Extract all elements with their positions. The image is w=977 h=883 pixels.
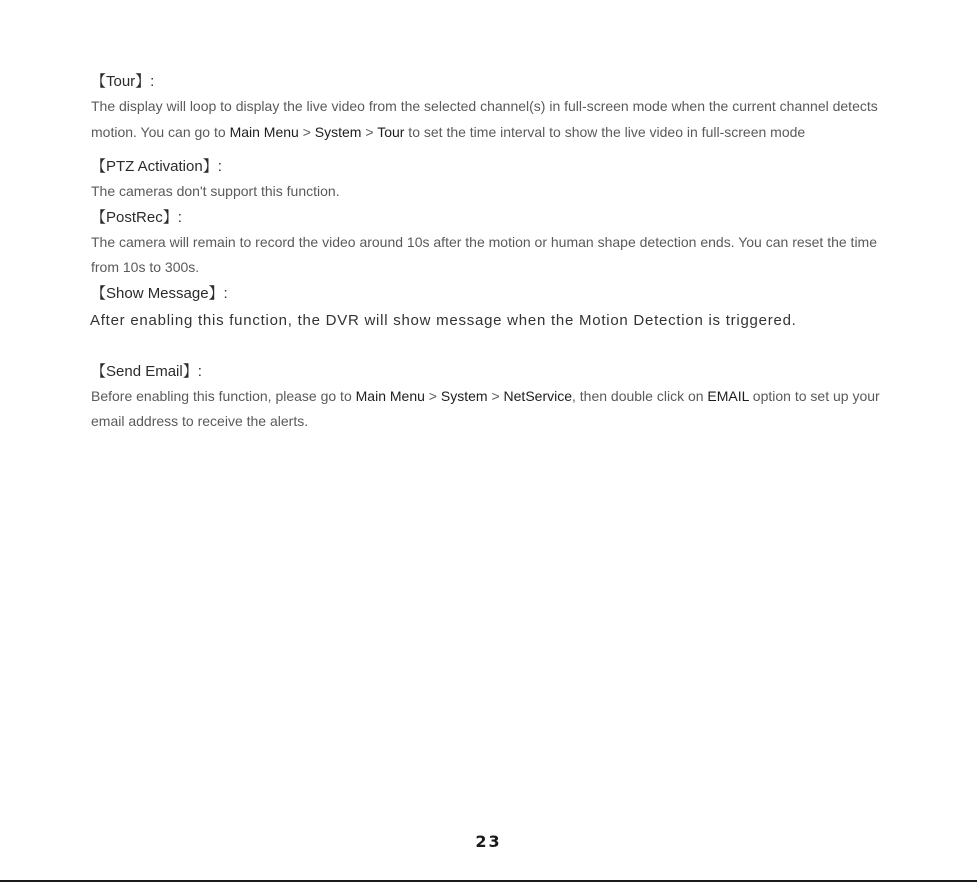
show-message-description: After enabling this function, the DVR will show message when the Motion Detection is triggered. [90, 311, 797, 329]
email-option-label: EMAIL [707, 387, 749, 404]
page-bottom-rule [0, 880, 977, 882]
path-separator: > [424, 387, 441, 404]
send-email-description [91, 384, 891, 435]
send-email-text-part-2: , then double click on [572, 387, 708, 404]
ptz-activation-heading: 【PTZ Activation】: [91, 158, 222, 175]
menu-path-tour: Tour [377, 123, 405, 140]
tour-heading: 【Tour】: [91, 73, 155, 90]
path-separator: > [487, 387, 504, 404]
send-email-heading: 【Send Email】: [91, 362, 202, 380]
tour-text-part-2: to set the time interval to show the live video in full-screen mode [404, 123, 806, 140]
tour-description [91, 94, 891, 145]
path-separator: > [361, 123, 378, 140]
postrec-description: The camera will remain to record the video around 10s after the motion or human shape detection ends. You can reset the time from 10s to 300s. [91, 233, 878, 275]
page-number: 23 [475, 832, 502, 851]
menu-path-main-menu: Main Menu [229, 123, 299, 140]
send-email-text-part-1: Before enabling this function, please go to [91, 387, 356, 404]
send-email-text-part-3: option to set up your email address to receive the alerts. [91, 387, 880, 429]
tour-text-part-1: The display will loop to display the live video from the selected channel(s) in full-screen mode when the current channel detects motion. You can go to [91, 98, 878, 140]
manual-page-content [91, 69, 891, 435]
show-message-heading: 【Show Message】: [91, 284, 228, 302]
postrec-heading: 【PostRec】: [91, 208, 182, 226]
ptz-activation-description: The cameras don't support this function. [91, 183, 340, 199]
menu-path-main-menu: Main Menu [355, 387, 425, 404]
menu-path-system: System [314, 123, 362, 140]
menu-path-netservice: NetService [503, 387, 572, 404]
menu-path-system: System [440, 387, 488, 404]
path-separator: > [298, 123, 315, 140]
